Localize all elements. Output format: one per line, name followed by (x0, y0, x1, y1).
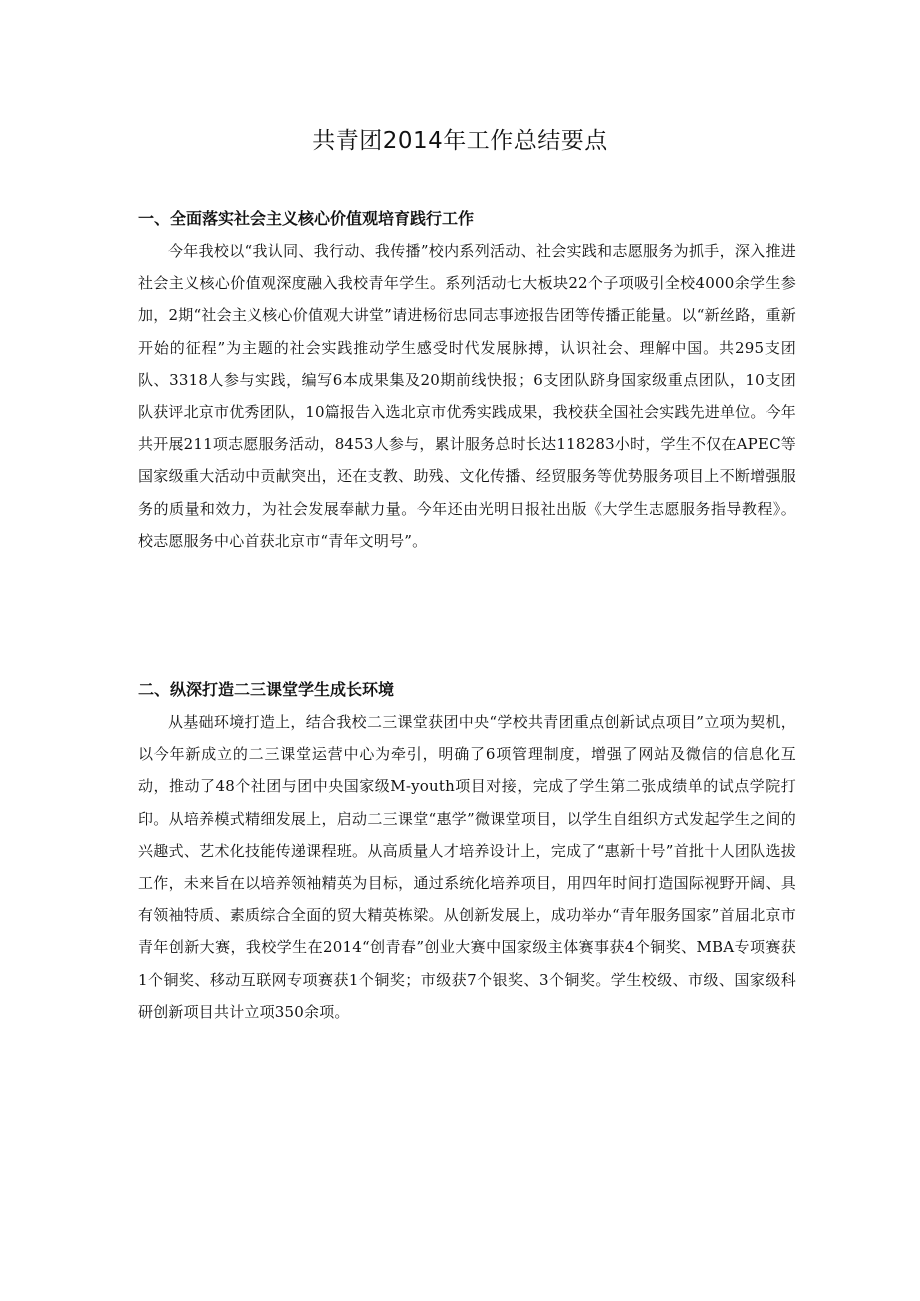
section-heading: 一、全面落实社会主义核心价值观培育践行工作 (138, 209, 475, 228)
document-title: 共青团2014年工作总结要点 (312, 128, 608, 154)
section-heading: 二、纵深打造二三课堂学生成长环境 (138, 680, 395, 699)
section-core-values (138, 203, 796, 557)
section-paragraph: 今年我校以“我认同、我行动、我传播”校内系列活动、社会实践和志愿服务为抓手，深入推进社会主义核心价值观深度融入我校青年学生。系列活动七大板块22个子项吸引全校4000余学生参加，2期“社会主义核心价值观大讲堂”请进杨衍忠同志事迹报告团等传播正能量。以“新丝路，重新开始的征程”为主题的社会实践推动学生感受时代发展脉搏，认识社会、理解中国。共295支团队、3318人参与实践，编写6本成果集及20期前线快报；6支团队跻身国家级重点团队，10支团队获评北京市优秀团队，10篇报告入选北京市优秀实践成果，我校获全国社会实践先进单位。今年共开展211项志愿服务活动，8453人参与，累计服务总时长达118283小时，学生不仅在APEC等国家级重大活动中贡献突出，还在支教、助残、文化传播、经贸服务等优势服务项目上不断增强服务的质量和效力，为社会发展奉献力量。今年还由光明日报社出版《大学生志愿服务指导教程》。校志愿服务中心首获北京市“青年文明号”。 (138, 242, 796, 550)
section-paragraph: 从基础环境打造上，结合我校二三课堂获团中央“学校共青团重点创新试点项目”立项为契机，以今年新成立的二三课堂运营中心为牵引，明确了6项管理制度，增强了网站及微信的信息化互动，推动了48个社团与团中央国家级M-youth项目对接，完成了学生第二张成绩单的试点学院打印。从培养模式精细发展上，启动二三课堂“惠学”微课堂项目，以学生自组织方式发起学生之间的兴趣式、艺术化技能传递课程班。从高质量人才培养设计上，完成了“惠新十号”首批十人团队选拔工作，未来旨在以培养领袖精英为目标，通过系统化培养项目，用四年时间打造国际视野开阔、具有领袖特质、素质综合全面的贸大精英栋梁。从创新发展上，成功举办“青年服务国家”首届北京市青年创新大赛，我校学生在2014“创青春”创业大赛中国家级主体赛事获4个铜奖、MBA专项赛获1个铜奖、移动互联网专项赛获1个铜奖；市级获7个银奖、3个铜奖。学生校级、市级、国家级科研创新项目共计立项350余项。 (138, 713, 796, 1021)
section-classroom-environment (138, 674, 796, 1028)
